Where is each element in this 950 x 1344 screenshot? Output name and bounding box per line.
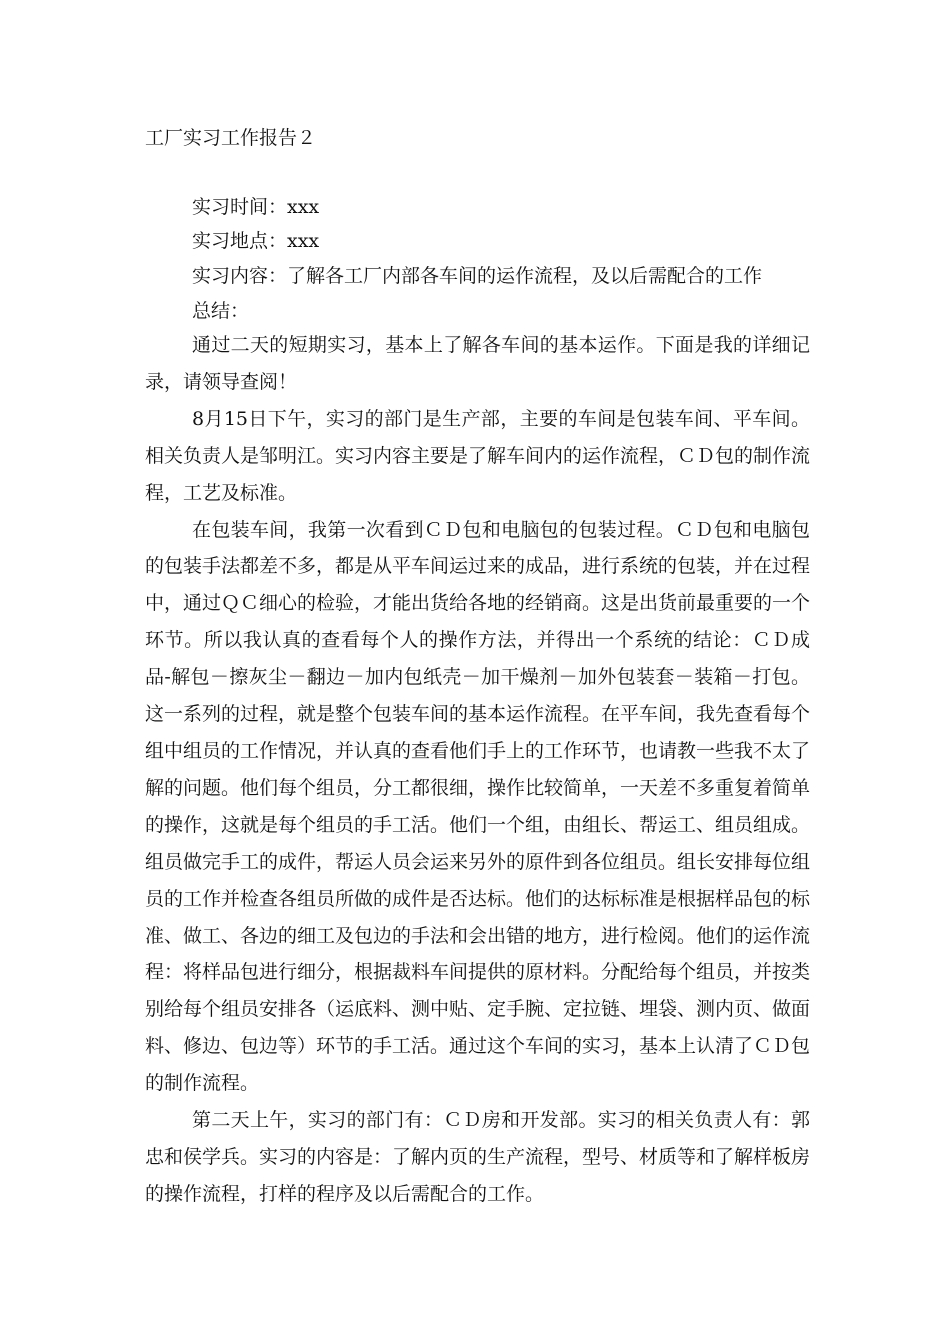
paragraph-workshops: 在包装车间，我第一次看到ＣＤ包和电脑包的包装过程。ＣＤ包和电脑包的包装手法都差不多，都是从平车间运过来的成品，进行系统的包装，并在过程中，通过ＱＣ细心的检验，才能出货给各地的经销商。这是出货前最重要的一个环节。所以我认真的查看每个人的操作方法，并得出一个系统的结论：ＣＤ成品-解包－擦灰尘－翻边－加内包纸壳－加干燥剂－加外包装套－装箱－打包。这一系列的过程，就是整个包装车间的基本运作流程。在平车间，我先查看每个组中组员的工作情况，并认真的查看他们手上的工作环节，也请教一些我不太了解的问题。他们每个组员，分工都很细，操作比较简单，一天差不多重复着简单的操作，这就是每个组员的手工活。他们一个组，由组长、帮运工、组员组成。组员做完手工的成件，帮运人员会运来另外的原件到各位组员。组长安排每位组员的工作并检查各组员所做的成件是否达标。他们的达标标准是根据样品包的标准、做工、各边的细工及包边的手法和会出错的地方，进行检阅。他们的运作流程：将样品包进行细分，根据裁料车间提供的原材料。分配给每个组员，并按类别给每个组员安排各（运底料、测中贴、定手腕、定拉链、埋袋、测内页、做面料、修边、包边等）环节的手工活。通过这个车间的实习，基本上认清了ＣＤ包的制作流程。 — [145, 518, 811, 1095]
paragraph-day-one: 8月15日下午，实习的部门是生产部，主要的车间是包装车间、平车间。相关负责人是邹明江。实习内容主要是了解车间内的运作流程，ＣＤ包的制作流程，工艺及标准。 — [145, 407, 811, 504]
document-title: 工厂实习工作报告２ — [145, 127, 317, 149]
summary-label: 总结： — [192, 300, 250, 322]
internship-content: 实习内容：了解各工厂内部各车间的运作流程，及以后需配合的工作 — [192, 265, 763, 287]
report-body — [145, 327, 810, 1213]
internship-time: 实习时间：xxx — [192, 196, 320, 218]
paragraph-day-two: 第二天上午，实习的部门有：ＣＤ房和开发部。实习的相关负责人有：郭忠和侯学兵。实习的内容是：了解内页的生产流程，型号、材质等和了解样板房的操作流程，打样的程序及以后需配合的工作。 — [145, 1109, 811, 1205]
internship-place: 实习地点：xxx — [192, 230, 320, 252]
paragraph-intro: 通过二天的短期实习，基本上了解各车间的基本运作。下面是我的详细记录，请领导查阅！ — [145, 334, 810, 393]
